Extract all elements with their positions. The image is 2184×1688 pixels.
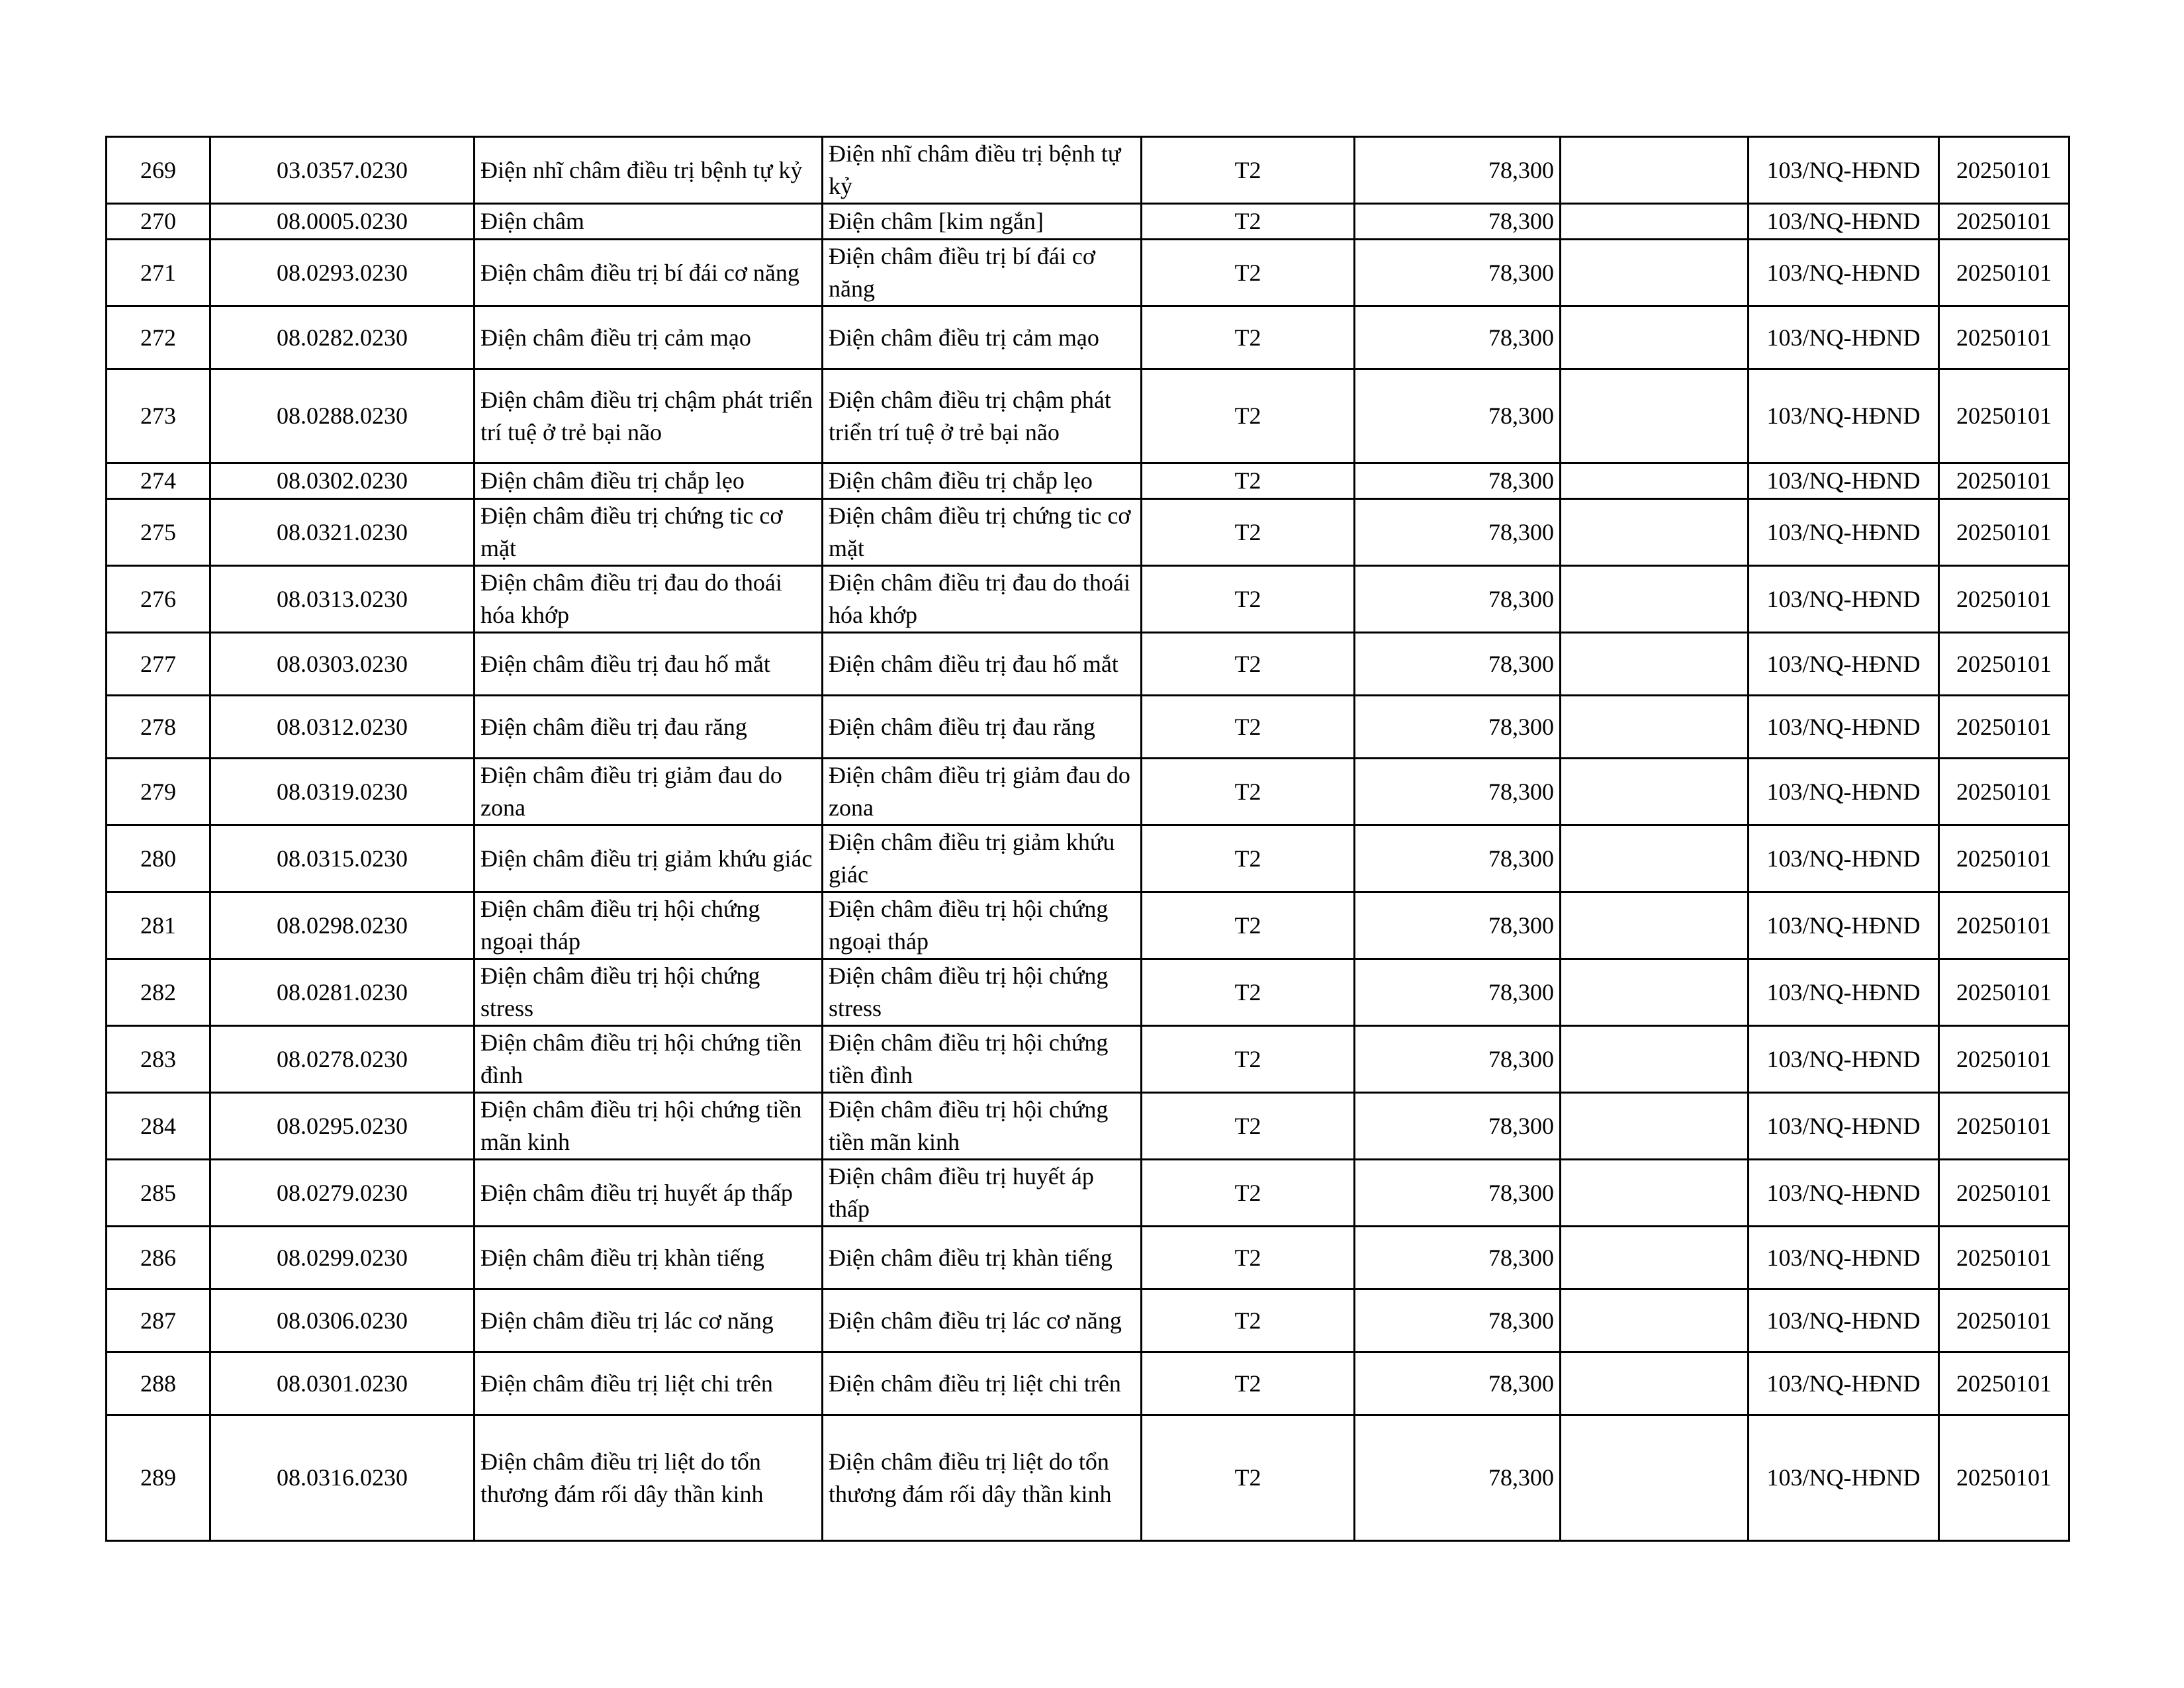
service-name-cell: Điện châm điều trị hội chứng ngoại tháp [475, 892, 823, 959]
row-number-cell: 289 [107, 1415, 210, 1541]
effective-date-cell: 20250101 [1939, 137, 2070, 204]
note-cell [1561, 566, 1749, 633]
service-class-cell: T2 [1142, 633, 1355, 696]
note-cell [1561, 1289, 1749, 1352]
service-name-alt-cell: Điện châm điều trị liệt chi trên [823, 1352, 1142, 1415]
effective-date-cell: 20250101 [1939, 1289, 2070, 1352]
service-name-alt-cell: Điện châm điều trị chắp lẹo [823, 463, 1142, 499]
price-cell: 78,300 [1355, 240, 1561, 306]
service-code-cell: 08.0303.0230 [210, 633, 475, 696]
resolution-number-cell: 103/NQ-HĐND [1749, 463, 1939, 499]
service-class-cell: T2 [1142, 306, 1355, 369]
note-cell [1561, 1093, 1749, 1160]
service-name-cell: Điện châm điều trị liệt chi trên [475, 1352, 823, 1415]
resolution-number-cell: 103/NQ-HĐND [1749, 1093, 1939, 1160]
note-cell [1561, 499, 1749, 566]
note-cell [1561, 204, 1749, 240]
table-row [107, 633, 2070, 696]
service-class-cell: T2 [1142, 1415, 1355, 1541]
service-name-cell: Điện châm điều trị hội chứng tiền mãn kinh [475, 1093, 823, 1160]
effective-date-cell: 20250101 [1939, 204, 2070, 240]
resolution-number-cell: 103/NQ-HĐND [1749, 204, 1939, 240]
effective-date-cell: 20250101 [1939, 696, 2070, 759]
service-class-cell: T2 [1142, 1227, 1355, 1289]
note-cell [1561, 1352, 1749, 1415]
service-code-cell: 08.0282.0230 [210, 306, 475, 369]
price-cell: 78,300 [1355, 1026, 1561, 1093]
table-row [107, 499, 2070, 566]
row-number-cell: 280 [107, 825, 210, 892]
table-row [107, 759, 2070, 825]
row-number-cell: 269 [107, 137, 210, 204]
note-cell [1561, 1415, 1749, 1541]
resolution-number-cell: 103/NQ-HĐND [1749, 759, 1939, 825]
service-name-alt-cell: Điện châm [kim ngắn] [823, 204, 1142, 240]
service-name-cell: Điện châm điều trị giảm đau do zona [475, 759, 823, 825]
note-cell [1561, 759, 1749, 825]
service-code-cell: 08.0306.0230 [210, 1289, 475, 1352]
table-row [107, 1026, 2070, 1093]
table-row [107, 1160, 2070, 1227]
price-cell: 78,300 [1355, 369, 1561, 463]
service-code-cell: 08.0298.0230 [210, 892, 475, 959]
price-cell: 78,300 [1355, 1160, 1561, 1227]
service-name-alt-cell: Điện châm điều trị hội chứng stress [823, 959, 1142, 1026]
service-name-cell: Điện châm điều trị chậm phát triển trí tuệ ở trẻ bại não [475, 369, 823, 463]
service-name-cell: Điện châm điều trị bí đái cơ năng [475, 240, 823, 306]
service-code-cell: 08.0278.0230 [210, 1026, 475, 1093]
note-cell [1561, 696, 1749, 759]
table-row [107, 1352, 2070, 1415]
price-cell: 78,300 [1355, 959, 1561, 1026]
table-row [107, 306, 2070, 369]
service-name-alt-cell: Điện châm điều trị đau do thoái hóa khớp [823, 566, 1142, 633]
table-row [107, 892, 2070, 959]
effective-date-cell: 20250101 [1939, 1352, 2070, 1415]
service-name-cell: Điện châm điều trị huyết áp thấp [475, 1160, 823, 1227]
row-number-cell: 286 [107, 1227, 210, 1289]
row-number-cell: 288 [107, 1352, 210, 1415]
price-cell: 78,300 [1355, 463, 1561, 499]
service-code-cell: 08.0313.0230 [210, 566, 475, 633]
service-class-cell: T2 [1142, 1289, 1355, 1352]
service-name-alt-cell: Điện châm điều trị đau răng [823, 696, 1142, 759]
effective-date-cell: 20250101 [1939, 825, 2070, 892]
service-name-cell: Điện châm điều trị giảm khứu giác [475, 825, 823, 892]
resolution-number-cell: 103/NQ-HĐND [1749, 959, 1939, 1026]
service-code-cell: 08.0302.0230 [210, 463, 475, 499]
price-cell: 78,300 [1355, 1227, 1561, 1289]
resolution-number-cell: 103/NQ-HĐND [1749, 696, 1939, 759]
resolution-number-cell: 103/NQ-HĐND [1749, 825, 1939, 892]
service-code-cell: 08.0315.0230 [210, 825, 475, 892]
service-code-cell: 08.0301.0230 [210, 1352, 475, 1415]
service-name-alt-cell: Điện châm điều trị giảm đau do zona [823, 759, 1142, 825]
row-number-cell: 272 [107, 306, 210, 369]
note-cell [1561, 1227, 1749, 1289]
table-row [107, 959, 2070, 1026]
service-name-cell: Điện châm điều trị lác cơ năng [475, 1289, 823, 1352]
service-class-cell: T2 [1142, 759, 1355, 825]
service-class-cell: T2 [1142, 463, 1355, 499]
resolution-number-cell: 103/NQ-HĐND [1749, 499, 1939, 566]
resolution-number-cell: 103/NQ-HĐND [1749, 633, 1939, 696]
service-name-cell: Điện châm điều trị hội chứng tiền đình [475, 1026, 823, 1093]
effective-date-cell: 20250101 [1939, 566, 2070, 633]
resolution-number-cell: 103/NQ-HĐND [1749, 1160, 1939, 1227]
service-name-cell: Điện châm điều trị đau răng [475, 696, 823, 759]
service-name-cell: Điện châm điều trị khàn tiếng [475, 1227, 823, 1289]
resolution-number-cell: 103/NQ-HĐND [1749, 240, 1939, 306]
row-number-cell: 274 [107, 463, 210, 499]
service-class-cell: T2 [1142, 1026, 1355, 1093]
service-name-cell: Điện châm điều trị đau hố mắt [475, 633, 823, 696]
service-class-cell: T2 [1142, 825, 1355, 892]
table-row [107, 825, 2070, 892]
service-code-cell: 08.0316.0230 [210, 1415, 475, 1541]
resolution-number-cell: 103/NQ-HĐND [1749, 1227, 1939, 1289]
resolution-number-cell: 103/NQ-HĐND [1749, 1289, 1939, 1352]
service-code-cell: 08.0279.0230 [210, 1160, 475, 1227]
note-cell [1561, 1160, 1749, 1227]
row-number-cell: 285 [107, 1160, 210, 1227]
service-name-alt-cell: Điện châm điều trị hội chứng tiền mãn kinh [823, 1093, 1142, 1160]
effective-date-cell: 20250101 [1939, 499, 2070, 566]
row-number-cell: 287 [107, 1289, 210, 1352]
price-cell: 78,300 [1355, 499, 1561, 566]
price-cell: 78,300 [1355, 633, 1561, 696]
service-name-alt-cell: Điện châm điều trị hội chứng ngoại tháp [823, 892, 1142, 959]
service-name-alt-cell: Điện châm điều trị liệt do tổn thương đám rối dây thần kinh [823, 1415, 1142, 1541]
price-cell: 78,300 [1355, 825, 1561, 892]
service-code-cell: 03.0357.0230 [210, 137, 475, 204]
service-name-cell: Điện nhĩ châm điều trị bệnh tự kỷ [475, 137, 823, 204]
effective-date-cell: 20250101 [1939, 959, 2070, 1026]
service-name-alt-cell: Điện châm điều trị cảm mạo [823, 306, 1142, 369]
service-class-cell: T2 [1142, 1160, 1355, 1227]
row-number-cell: 275 [107, 499, 210, 566]
price-cell: 78,300 [1355, 759, 1561, 825]
effective-date-cell: 20250101 [1939, 1026, 2070, 1093]
table-row [107, 463, 2070, 499]
service-code-cell: 08.0005.0230 [210, 204, 475, 240]
price-cell: 78,300 [1355, 306, 1561, 369]
service-code-cell: 08.0293.0230 [210, 240, 475, 306]
service-name-alt-cell: Điện châm điều trị giảm khứu giác [823, 825, 1142, 892]
price-cell: 78,300 [1355, 204, 1561, 240]
note-cell [1561, 825, 1749, 892]
resolution-number-cell: 103/NQ-HĐND [1749, 1415, 1939, 1541]
service-class-cell: T2 [1142, 959, 1355, 1026]
price-cell: 78,300 [1355, 1093, 1561, 1160]
note-cell [1561, 892, 1749, 959]
price-cell: 78,300 [1355, 1415, 1561, 1541]
service-class-cell: T2 [1142, 499, 1355, 566]
effective-date-cell: 20250101 [1939, 1160, 2070, 1227]
table-row [107, 696, 2070, 759]
service-class-cell: T2 [1142, 1093, 1355, 1160]
row-number-cell: 270 [107, 204, 210, 240]
effective-date-cell: 20250101 [1939, 463, 2070, 499]
service-code-cell: 08.0319.0230 [210, 759, 475, 825]
service-name-cell: Điện châm điều trị chứng tic cơ mặt [475, 499, 823, 566]
service-class-cell: T2 [1142, 137, 1355, 204]
table-row [107, 137, 2070, 204]
service-name-alt-cell: Điện châm điều trị chậm phát triển trí tuệ ở trẻ bại não [823, 369, 1142, 463]
service-name-alt-cell: Điện châm điều trị khàn tiếng [823, 1227, 1142, 1289]
resolution-number-cell: 103/NQ-HĐND [1749, 892, 1939, 959]
service-class-cell: T2 [1142, 1352, 1355, 1415]
table-row [107, 1227, 2070, 1289]
service-name-cell: Điện châm điều trị chắp lẹo [475, 463, 823, 499]
row-number-cell: 283 [107, 1026, 210, 1093]
effective-date-cell: 20250101 [1939, 1093, 2070, 1160]
service-class-cell: T2 [1142, 240, 1355, 306]
service-class-cell: T2 [1142, 892, 1355, 959]
row-number-cell: 284 [107, 1093, 210, 1160]
price-table [105, 136, 2070, 1542]
service-code-cell: 08.0295.0230 [210, 1093, 475, 1160]
resolution-number-cell: 103/NQ-HĐND [1749, 1026, 1939, 1093]
service-name-alt-cell: Điện châm điều trị lác cơ năng [823, 1289, 1142, 1352]
table-body [107, 137, 2070, 1541]
effective-date-cell: 20250101 [1939, 759, 2070, 825]
service-name-alt-cell: Điện châm điều trị đau hố mắt [823, 633, 1142, 696]
resolution-number-cell: 103/NQ-HĐND [1749, 1352, 1939, 1415]
service-name-alt-cell: Điện châm điều trị chứng tic cơ mặt [823, 499, 1142, 566]
service-code-cell: 08.0288.0230 [210, 369, 475, 463]
resolution-number-cell: 103/NQ-HĐND [1749, 306, 1939, 369]
row-number-cell: 273 [107, 369, 210, 463]
service-class-cell: T2 [1142, 696, 1355, 759]
effective-date-cell: 20250101 [1939, 1415, 2070, 1541]
note-cell [1561, 369, 1749, 463]
table-row [107, 204, 2070, 240]
service-name-alt-cell: Điện nhĩ châm điều trị bệnh tự kỷ [823, 137, 1142, 204]
row-number-cell: 278 [107, 696, 210, 759]
table-row [107, 566, 2070, 633]
price-cell: 78,300 [1355, 566, 1561, 633]
row-number-cell: 279 [107, 759, 210, 825]
service-name-cell: Điện châm [475, 204, 823, 240]
table-row [107, 369, 2070, 463]
price-cell: 78,300 [1355, 1289, 1561, 1352]
service-name-alt-cell: Điện châm điều trị hội chứng tiền đình [823, 1026, 1142, 1093]
effective-date-cell: 20250101 [1939, 892, 2070, 959]
row-number-cell: 271 [107, 240, 210, 306]
price-cell: 78,300 [1355, 892, 1561, 959]
service-name-alt-cell: Điện châm điều trị bí đái cơ năng [823, 240, 1142, 306]
table-row [107, 1415, 2070, 1541]
row-number-cell: 281 [107, 892, 210, 959]
service-name-cell: Điện châm điều trị cảm mạo [475, 306, 823, 369]
note-cell [1561, 137, 1749, 204]
price-cell: 78,300 [1355, 696, 1561, 759]
service-name-cell: Điện châm điều trị đau do thoái hóa khớp [475, 566, 823, 633]
note-cell [1561, 633, 1749, 696]
effective-date-cell: 20250101 [1939, 306, 2070, 369]
service-class-cell: T2 [1142, 204, 1355, 240]
effective-date-cell: 20250101 [1939, 633, 2070, 696]
price-cell: 78,300 [1355, 137, 1561, 204]
service-class-cell: T2 [1142, 566, 1355, 633]
table-row [107, 1093, 2070, 1160]
resolution-number-cell: 103/NQ-HĐND [1749, 369, 1939, 463]
note-cell [1561, 306, 1749, 369]
service-code-cell: 08.0299.0230 [210, 1227, 475, 1289]
service-name-cell: Điện châm điều trị liệt do tổn thương đám rối dây thần kinh [475, 1415, 823, 1541]
row-number-cell: 276 [107, 566, 210, 633]
row-number-cell: 277 [107, 633, 210, 696]
service-name-alt-cell: Điện châm điều trị huyết áp thấp [823, 1160, 1142, 1227]
row-number-cell: 282 [107, 959, 210, 1026]
service-name-cell: Điện châm điều trị hội chứng stress [475, 959, 823, 1026]
service-code-cell: 08.0281.0230 [210, 959, 475, 1026]
service-code-cell: 08.0312.0230 [210, 696, 475, 759]
price-cell: 78,300 [1355, 1352, 1561, 1415]
effective-date-cell: 20250101 [1939, 1227, 2070, 1289]
note-cell [1561, 463, 1749, 499]
table-row [107, 1289, 2070, 1352]
note-cell [1561, 959, 1749, 1026]
table-row [107, 240, 2070, 306]
resolution-number-cell: 103/NQ-HĐND [1749, 566, 1939, 633]
service-class-cell: T2 [1142, 369, 1355, 463]
service-code-cell: 08.0321.0230 [210, 499, 475, 566]
effective-date-cell: 20250101 [1939, 240, 2070, 306]
effective-date-cell: 20250101 [1939, 369, 2070, 463]
note-cell [1561, 1026, 1749, 1093]
note-cell [1561, 240, 1749, 306]
resolution-number-cell: 103/NQ-HĐND [1749, 137, 1939, 204]
